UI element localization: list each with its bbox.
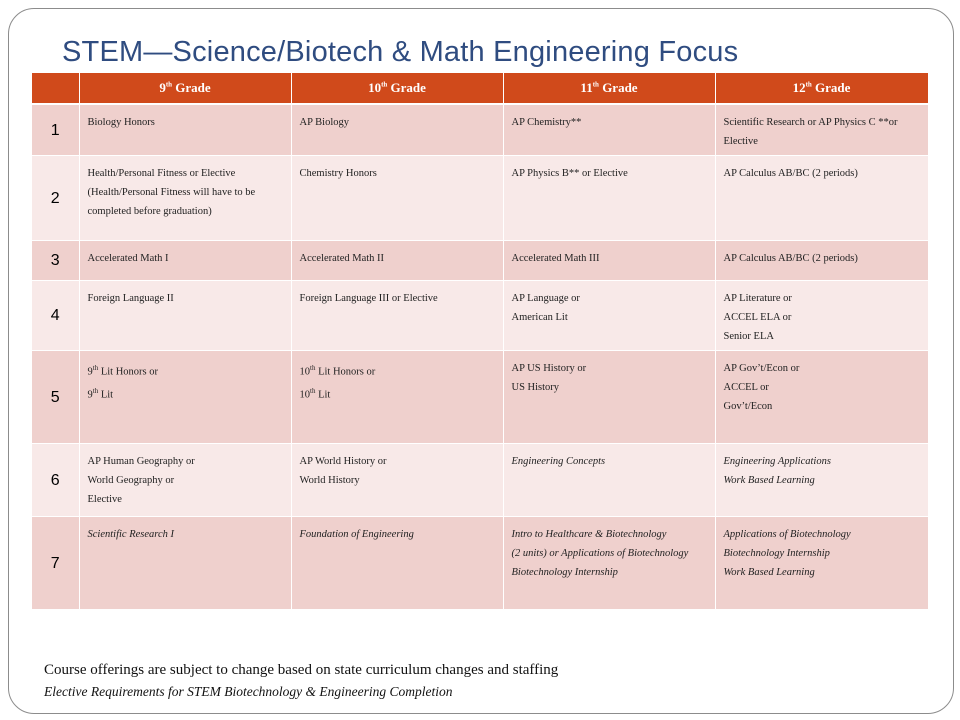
course-line: AP Gov’t/Econ or: [723, 363, 800, 374]
course-line: Work Based Learning: [723, 475, 815, 486]
course-line: Chemistry Honors: [299, 168, 377, 179]
course-line: Foundation of Engineering: [299, 529, 414, 540]
course-cell: [503, 351, 715, 444]
course-cell: [503, 156, 715, 241]
course-line: Biology Honors: [87, 117, 155, 128]
course-cell: [79, 241, 291, 281]
course-line: AP Biology: [299, 117, 349, 128]
course-cell: [715, 241, 928, 281]
course-line: 9th Lit: [87, 386, 114, 400]
course-cell: [79, 444, 291, 517]
course-line: Senior ELA: [723, 331, 774, 342]
course-line: 10th Lit Honors or: [299, 364, 376, 378]
course-line: AP Physics B** or Elective: [511, 168, 628, 179]
course-line: Accelerated Math II: [299, 253, 385, 264]
header-12th-grade: 12th Grade: [715, 73, 928, 104]
footer-requirements: Elective Requirements for STEM Biotechnology & Engineering Completion: [44, 684, 453, 699]
course-line: Biotechnology Internship: [511, 567, 618, 578]
course-line: Gov’t/Econ: [723, 401, 773, 412]
course-line: Engineering Concepts: [511, 456, 606, 467]
course-line: AP Calculus AB/BC (2 periods): [723, 168, 858, 179]
course-cell: [715, 444, 928, 517]
course-cell: [291, 156, 503, 241]
course-line: AP Chemistry**: [511, 117, 582, 128]
course-cell: [715, 156, 928, 241]
course-cell: [79, 281, 291, 351]
course-line: AP Language or: [511, 293, 580, 304]
course-line: Foreign Language III or Elective: [299, 293, 438, 304]
course-line: World Geography or: [87, 475, 175, 486]
course-line: Health/Personal Fitness or Elective (Health/Personal Fitness will have to be completed before graduation): [87, 168, 256, 217]
period-number: 2: [32, 156, 79, 241]
header-9th-grade: 9th Grade: [79, 73, 291, 104]
course-line: Accelerated Math III: [511, 253, 600, 264]
course-line: 10th Lit: [299, 386, 331, 400]
course-cell: [715, 517, 928, 610]
course-cell: [291, 517, 503, 610]
course-cell: [79, 517, 291, 610]
footer: [44, 660, 558, 702]
period-number: 1: [32, 104, 79, 156]
course-line: Elective: [87, 494, 122, 505]
course-cell: [503, 517, 715, 610]
course-line: AP Human Geography or: [87, 456, 195, 467]
course-cell: [79, 351, 291, 444]
period-number: 3: [32, 241, 79, 281]
header-10th-grade: 10th Grade: [291, 73, 503, 104]
course-cell: [503, 281, 715, 351]
course-line: Scientific Research I: [87, 529, 174, 540]
page-title: STEM—Science/Biotech & Math Engineering Focus: [62, 36, 739, 68]
table-row: [32, 241, 928, 281]
table-row: [32, 104, 928, 156]
period-number: 4: [32, 281, 79, 351]
course-line: 9th Lit Honors or: [87, 364, 158, 378]
course-line: American Lit: [511, 312, 568, 323]
course-line: World History: [299, 475, 360, 486]
course-line: Accelerated Math I: [87, 253, 169, 264]
course-line: US History: [511, 382, 560, 393]
course-cell: [291, 281, 503, 351]
course-cell: [715, 351, 928, 444]
table-row: [32, 517, 928, 610]
header-corner: [32, 73, 79, 104]
course-line: Engineering Applications: [723, 456, 831, 467]
period-number: 7: [32, 517, 79, 610]
course-line: Scientific Research or AP Physics C **or Elective: [723, 117, 898, 147]
course-line: ACCEL ELA or: [723, 312, 792, 323]
period-number: 5: [32, 351, 79, 444]
course-cell: [715, 104, 928, 156]
course-cell: [79, 104, 291, 156]
footer-note: Course offerings are subject to change based on state curriculum changes and staffing: [44, 662, 559, 678]
course-cell: [715, 281, 928, 351]
course-line: AP World History or: [299, 456, 387, 467]
course-cell: [503, 241, 715, 281]
table-row: [32, 281, 928, 351]
schedule-table: [32, 73, 929, 610]
course-line: Work Based Learning: [723, 567, 815, 578]
course-line: Applications of Biotechnology: [723, 529, 851, 540]
table-row: [32, 156, 928, 241]
course-cell: [291, 104, 503, 156]
header-11th-grade: 11th Grade: [503, 73, 715, 104]
course-line: Intro to Healthcare & Biotechnology: [511, 529, 667, 540]
course-line: Foreign Language II: [87, 293, 174, 304]
header-row: [32, 73, 928, 104]
course-cell: [291, 444, 503, 517]
course-cell: [291, 241, 503, 281]
course-line: AP US History or: [511, 363, 587, 374]
course-cell: [503, 104, 715, 156]
course-line: Biotechnology Internship: [723, 548, 830, 559]
period-number: 6: [32, 444, 79, 517]
course-cell: [79, 156, 291, 241]
course-cell: [503, 444, 715, 517]
course-line: AP Literature or: [723, 293, 792, 304]
course-line: ACCEL or: [723, 382, 769, 393]
course-line: AP Calculus AB/BC (2 periods): [723, 253, 858, 264]
table-row: [32, 444, 928, 517]
course-cell: [291, 351, 503, 444]
table-row: [32, 351, 928, 444]
course-line: (2 units) or Applications of Biotechnology: [511, 548, 689, 559]
